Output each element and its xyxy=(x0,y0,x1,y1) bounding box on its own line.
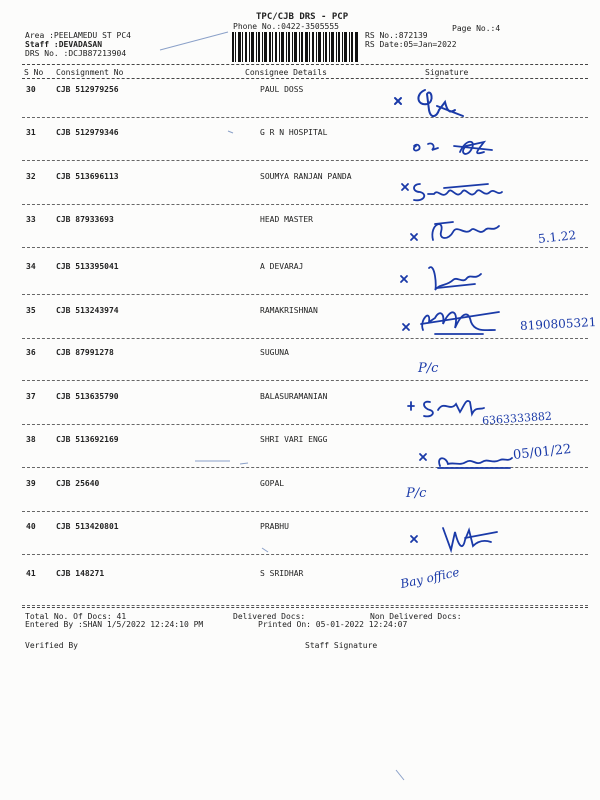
column-header-signature: Signature xyxy=(425,68,469,77)
verified-by-label: Verified By xyxy=(25,641,78,650)
phone-number: Phone No.:0422-3505555 xyxy=(233,22,339,31)
entered-by: Entered By :SHAN 1/5/2022 12:24:10 PM xyxy=(25,620,204,629)
handwritten-date: 05/01/22 xyxy=(512,441,573,464)
row-consignee: PAUL DOSS xyxy=(260,85,304,94)
row-sno: 36 xyxy=(26,348,36,357)
rs-number: RS No.:872139 xyxy=(365,31,428,40)
drs-number: DRS No. :DCJB87213904 xyxy=(25,49,127,58)
delivered-docs: Delivered Docs: xyxy=(233,612,306,621)
staff-signature-label: Staff Signature xyxy=(305,641,378,650)
row-consignee: BALASURAMANIAN xyxy=(260,392,328,401)
handwritten-date: 5.1.22 xyxy=(537,228,577,246)
area-label: Area :PEELAMEDU ST PC4 xyxy=(25,31,131,40)
row-sno: 30 xyxy=(26,85,36,94)
row-consignee: SUGUNA xyxy=(260,348,289,357)
column-header-sno: S No xyxy=(24,68,44,77)
row-sno: 41 xyxy=(26,569,36,578)
row-consignment: CJB 512979346 xyxy=(56,128,119,137)
row-consignee: GOPAL xyxy=(260,479,285,488)
row-consignment: CJB 87933693 xyxy=(56,215,114,224)
row-consignment: CJB 512979256 xyxy=(56,85,119,94)
row-sno: 40 xyxy=(26,522,36,531)
row-consignment: CJB 513243974 xyxy=(56,306,119,315)
row-consignment: CJB 25640 xyxy=(56,479,100,488)
total-docs: Total No. Of Docs: 41 xyxy=(25,612,127,621)
row-consignee: SOUMYA RANJAN PANDA xyxy=(260,172,352,181)
printed-on: Printed On: 05-01-2022 12:24:07 xyxy=(258,620,408,629)
rs-date: RS Date:05=Jan=2022 xyxy=(365,40,457,49)
row-sno: 32 xyxy=(26,172,36,181)
non-delivered-docs: Non Delivered Docs: xyxy=(370,612,462,621)
row-consignment: CJB 513692169 xyxy=(56,435,119,444)
row-sno: 33 xyxy=(26,215,36,224)
row-sno: 39 xyxy=(26,479,36,488)
row-consignment: CJB 513635790 xyxy=(56,392,119,401)
staff-label: Staff :DEVADASAN xyxy=(25,40,103,49)
handwritten-phone: 6363333882 xyxy=(481,409,553,428)
row-sno: 38 xyxy=(26,435,36,444)
row-sno: 31 xyxy=(26,128,36,137)
row-consignment: CJB 513420801 xyxy=(56,522,119,531)
handwritten-note: Bay office xyxy=(399,564,461,592)
row-consignee: SHRI VARI ENGG xyxy=(260,435,328,444)
row-consignment: CJB 513696113 xyxy=(56,172,119,181)
row-sno: 37 xyxy=(26,392,36,401)
column-header-consignee: Consignee Details xyxy=(245,68,327,77)
row-consignment: CJB 87991278 xyxy=(56,348,114,357)
divider xyxy=(22,607,588,608)
row-consignee: A DEVARAJ xyxy=(260,262,304,271)
sheet-title: TPC/CJB DRS - PCP xyxy=(256,12,349,22)
column-header-consignment: Consignment No xyxy=(56,68,124,77)
row-consignee: HEAD MASTER xyxy=(260,215,313,224)
row-consignment: CJB 513395041 xyxy=(56,262,119,271)
row-consignment: CJB 148271 xyxy=(56,569,105,578)
row-consignee: RAMAKRISHNAN xyxy=(260,306,318,315)
row-sno: 34 xyxy=(26,262,36,271)
handwritten-note: P/c xyxy=(406,486,427,501)
row-consignee: PRABHU xyxy=(260,522,289,531)
handwritten-note: P/c xyxy=(418,361,439,376)
page-number: Page No.:4 xyxy=(452,24,501,33)
row-consignee: G R N HOSPITAL xyxy=(260,128,328,137)
row-consignee: S SRIDHAR xyxy=(260,569,304,578)
row-sno: 35 xyxy=(26,306,36,315)
handwritten-phone: 8190805321 xyxy=(519,315,597,333)
